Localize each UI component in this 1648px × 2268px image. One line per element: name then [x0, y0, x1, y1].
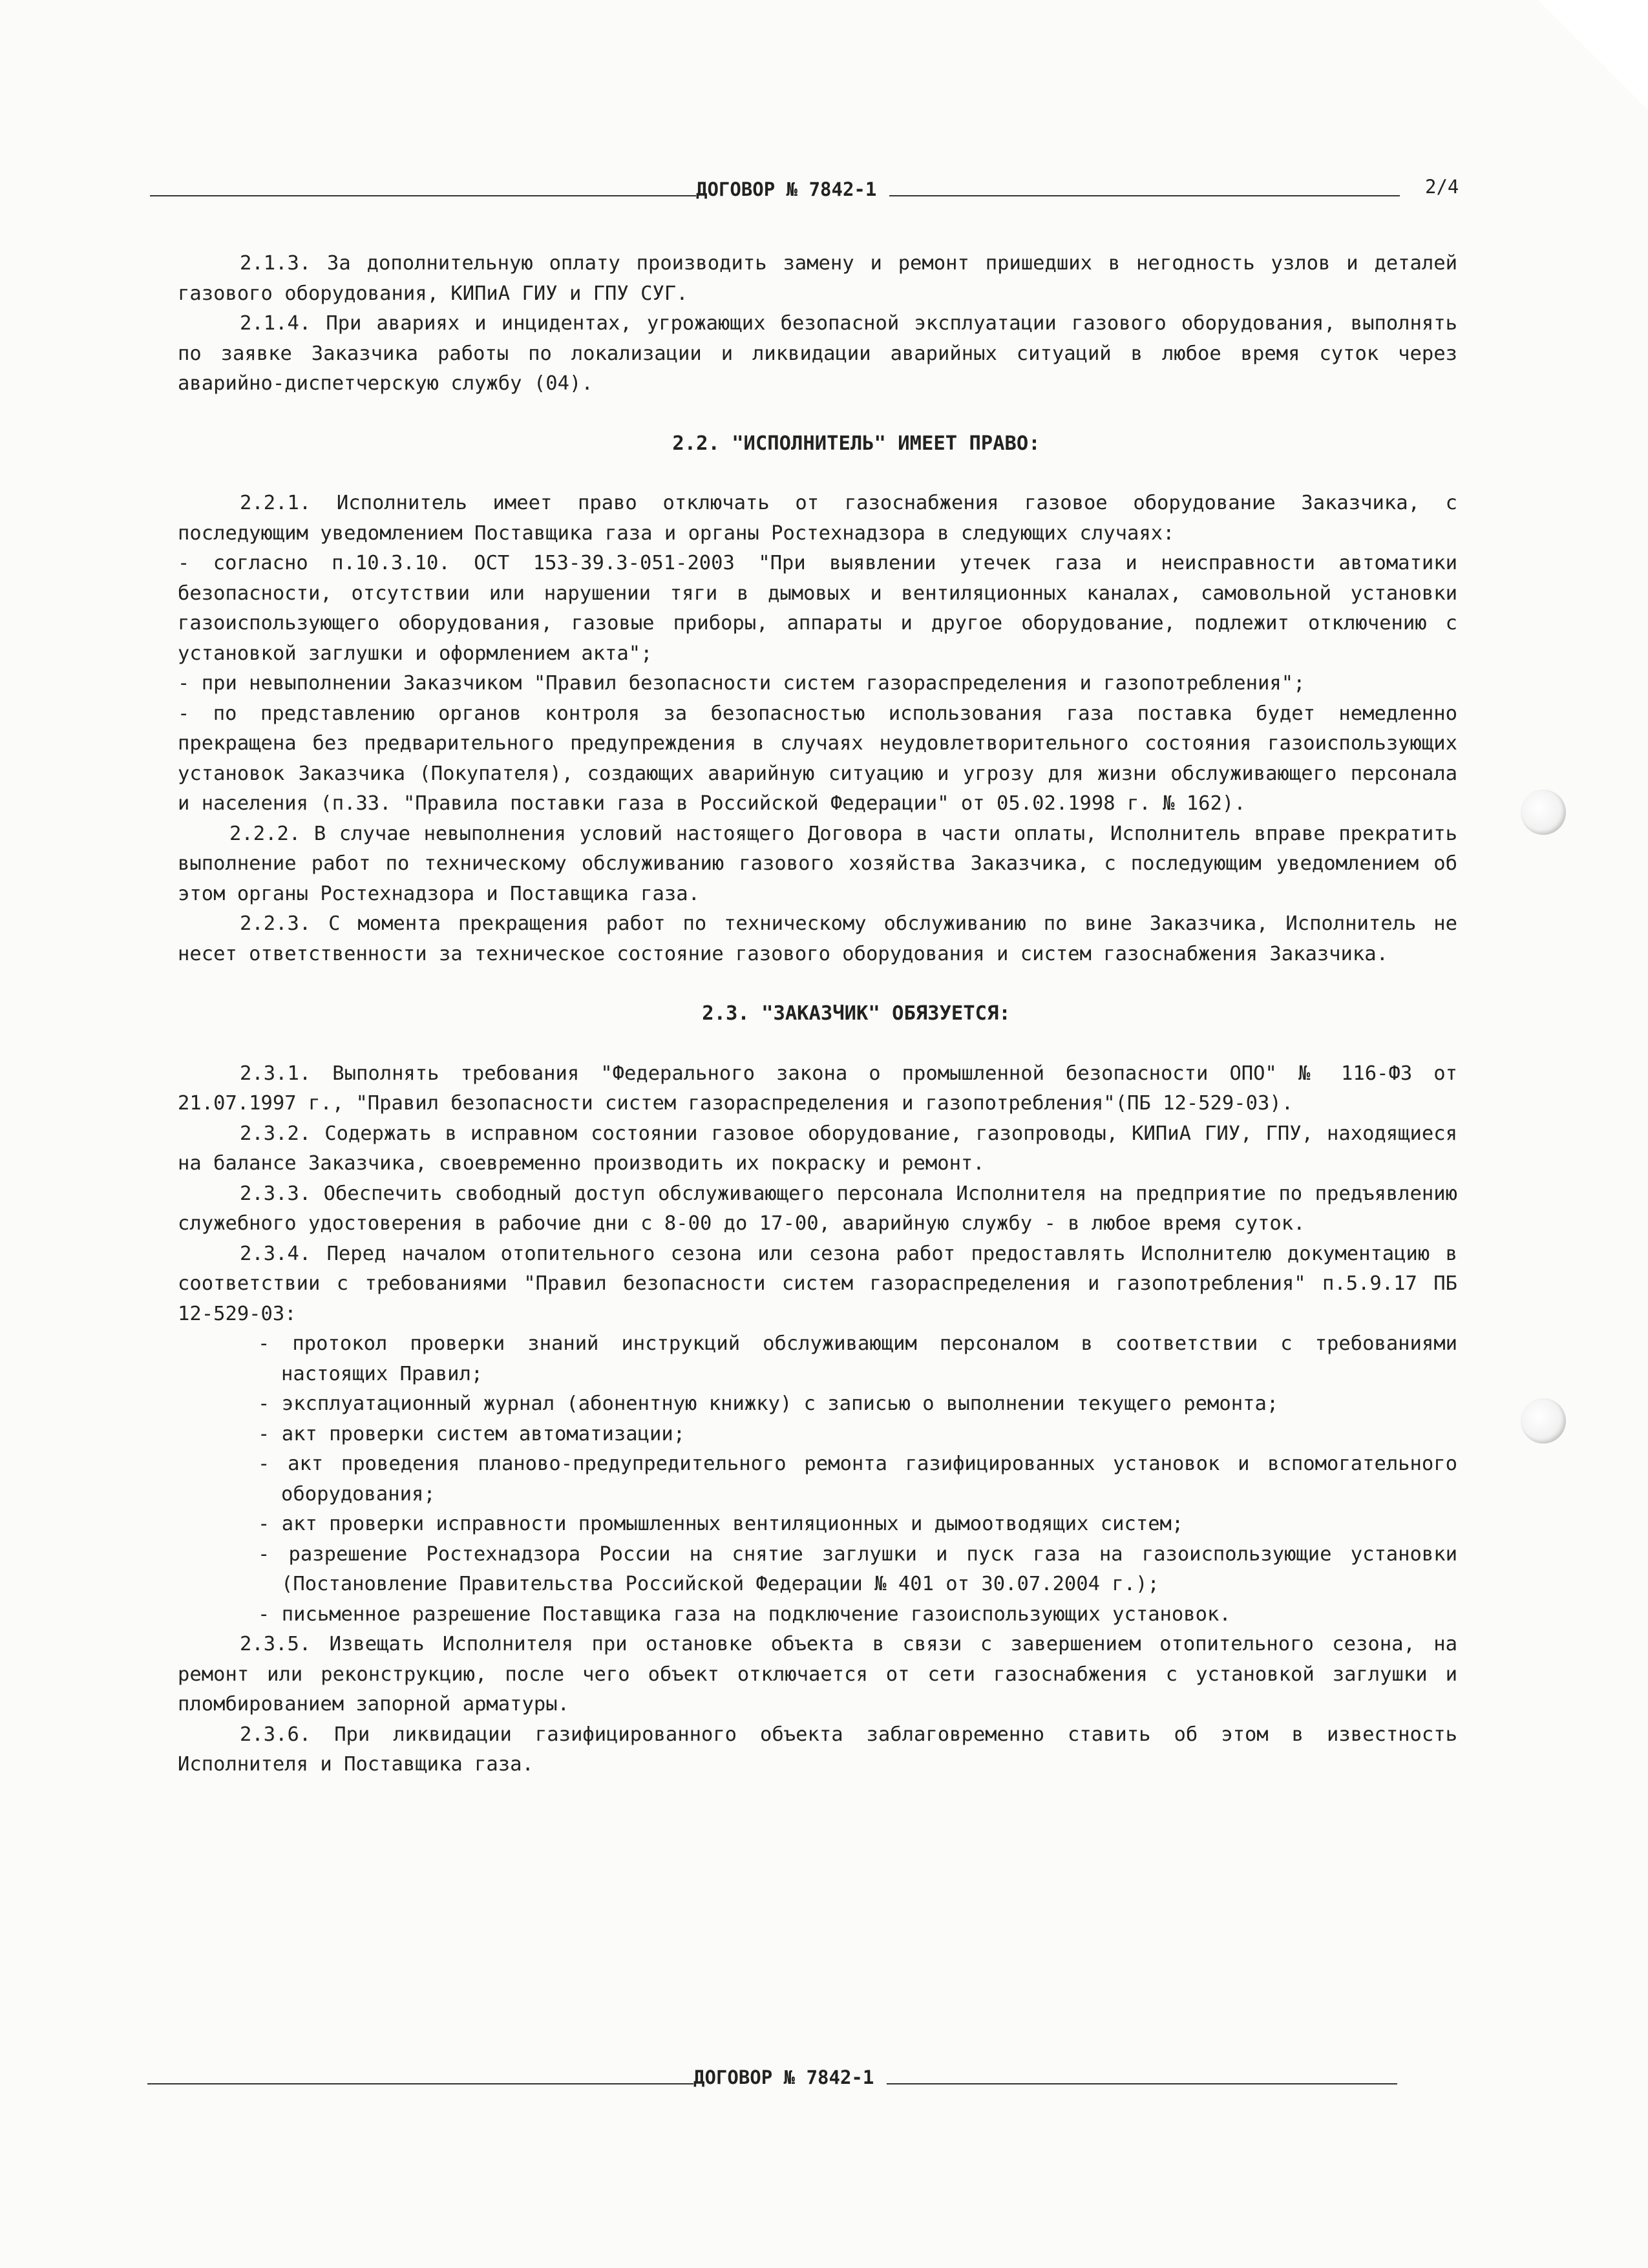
clause-text: Содержать в исправном состоянии газовое оборудование, газопроводы, КИПиА ГИУ, ГПУ, находящиеся на балансе Заказчика, своевременно производить их покраску и ремонт. — [178, 1122, 1457, 1175]
clause-number: 2.3.1. — [240, 1062, 312, 1085]
clause-2-1-3 — [178, 249, 1457, 309]
clause-text: Извещать Исполнителя при остановке объекта в связи с завершением отопительного сезона, на ремонт или реконструкцию, после чего объект отключается от сети газоснабжения с установкой заглушки и пломбированием запорной арматуры. — [178, 1633, 1457, 1716]
clause-number: 2.2.1. — [240, 492, 312, 514]
footer-title: ДОГОВОР № 7842-1 — [693, 2066, 874, 2088]
page-number: 2/4 — [1425, 176, 1459, 198]
clause-2-3-5 — [178, 1630, 1457, 1720]
clause-2-1-4 — [178, 309, 1457, 399]
clause-text: Выполнять требования "Федерального закона о промышленной безопасности ОПО" № 116-ФЗ от 21.07.1997 г., "Правил безопасности систем газораспределения и газопотребления"(ПБ 12-529-03). — [178, 1062, 1457, 1115]
clause-text: В случае невыполнения условий настоящего Договора в части оплаты, Исполнитель вправе прекратить выполнение работ по техническому обслуживанию газового хозяйства Заказчика, с последующим уведомлением об этом органы Ростехнадзора и Поставщика газа. — [178, 822, 1457, 905]
document-footer — [147, 2061, 1397, 2088]
clause-2-2-3 — [178, 909, 1457, 969]
list-item: - акт проведения планово-предупредительного ремонта газифицированных установок и вспомогательного оборудования; — [258, 1453, 1457, 1506]
clause-text: Исполнитель имеет право отключать от газоснабжения газовое оборудование Заказчика, с последующим уведомлением Поставщика газа и органы Ростехнадзора в следующих случаях: — [178, 492, 1457, 545]
clause-2-3-2 — [178, 1119, 1457, 1179]
header-rule-right — [889, 195, 1400, 196]
list-item: - письменное разрешение Поставщика газа на подключение газоиспользующих установок. — [258, 1602, 1231, 1626]
punch-hole-top — [1521, 790, 1566, 835]
clause-number: 2.3.5. — [240, 1633, 312, 1655]
list-item: - акт проверки систем автоматизации; — [258, 1422, 686, 1445]
clause-2-2-1 — [178, 488, 1457, 549]
punch-hole-bottom — [1521, 1398, 1566, 1444]
list-item: - разрешение Ростехнадзора России на снятие заглушки и пуск газа на газоиспользующие установки (Постановление Правительства Российской Федерации № 401 от 30.07.2004 г.); — [258, 1542, 1457, 1595]
footer-rule-left — [147, 2083, 693, 2084]
document-header — [150, 173, 1400, 200]
clause-number: 2.3.4. — [240, 1242, 312, 1265]
clause-number: 2.3.3. — [240, 1182, 312, 1205]
clause-number: 2.1.3. — [240, 252, 312, 275]
clause-number: 2.1.4. — [240, 312, 312, 335]
section-title-2-3: 2.3. "ЗАКАЗЧИК" ОБЯЗУЕТСЯ: — [702, 1002, 1011, 1025]
list-item: - акт проверки исправности промышленных вентиляционных и дымоотводящих систем; — [258, 1513, 1184, 1535]
list-item: - протокол проверки знаний инструкций обслуживающим персоналом в соответствии с требованиями настоящих Правил; — [258, 1332, 1457, 1385]
clause-2-2-1-item-c: - по представлению органов контроля за безопасностью использования газа поставка будет немедленно прекращена без предварительного предупреждения в случаях неудовлетворительного состояния газоиспользующих установок Заказчика (Покупателя), создающих аварийную ситуацию и угрозу для жизни обслуживающего персонала и населения (п.33. "Правила поставки газа в Российской Федерации" от 05.02.1998 г. № 162). — [178, 702, 1457, 815]
clause-number: 2.3.2. — [240, 1122, 312, 1145]
clause-2-3-3 — [178, 1179, 1457, 1239]
clause-number: 2.2.3. — [240, 912, 312, 935]
list-item: - эксплуатационный журнал (абонентную книжку) с записью о выполнении текущего ремонта; — [258, 1392, 1279, 1415]
clause-text: Перед началом отопительного сезона или сезона работ предоставлять Исполнителю документацию в соответствии с требованиями "Правил безопасности систем газораспределения и газопотребления" п.5.9.17 ПБ 12-529-03: — [178, 1242, 1457, 1325]
clause-number: 2.2.2. — [229, 822, 301, 845]
document-body — [178, 249, 1457, 1780]
clause-2-3-1 — [178, 1059, 1457, 1119]
clause-2-3-6 — [178, 1720, 1457, 1780]
clause-2-3-4 — [178, 1239, 1457, 1330]
clause-2-2-1-item-a: - согласно п.10.3.10. ОСТ 153-39.3-051-2003 "При выявлении утечек газа и неисправности автоматики безопасности, отсутствии или нарушении тяги в дымовых и вентиляционных каналах, самовольной установки газоиспользующего оборудования, газовые приборы, аппараты и другое оборудование, подлежит отключению с установкой заглушки и оформлением акта"; — [178, 552, 1457, 665]
clause-text: При ликвидации газифицированного объекта заблаговременно ставить об этом в известность Исполнителя и Поставщика газа. — [178, 1723, 1457, 1776]
header-rule-left — [150, 195, 696, 196]
page-corner-cut — [1538, 0, 1648, 110]
clause-text: При авариях и инцидентах, угрожающих безопасной эксплуатации газового оборудования, выполнять по заявке Заказчика работы по локализации и ликвидации аварийных ситуаций в любое время суток через аварийно-диспетчерскую службу (04). — [178, 312, 1457, 395]
clause-text: За дополнительную оплату производить замену и ремонт пришедших в негодность узлов и деталей газового оборудования, КИПиА ГИУ и ГПУ СУГ. — [178, 252, 1457, 305]
section-title-2-2: 2.2. "ИСПОЛНИТЕЛЬ" ИМЕЕТ ПРАВО: — [672, 432, 1041, 455]
header-title: ДОГОВОР № 7842-1 — [696, 178, 877, 200]
clause-number: 2.3.6. — [240, 1723, 312, 1746]
clause-text: С момента прекращения работ по техническому обслуживанию по вине Заказчика, Исполнитель не несет ответственности за техническое состояние газового оборудования и систем газоснабжения Заказчика. — [178, 912, 1457, 965]
footer-rule-right — [887, 2083, 1397, 2084]
clause-2-2-1-item-b: - при невыполнении Заказчиком "Правил безопасности систем газораспределения и газопотребления"; — [178, 672, 1305, 695]
clause-2-2-2 — [178, 819, 1457, 910]
clause-text: Обеспечить свободный доступ обслуживающего персонала Исполнителя на предприятие по предъявлению служебного удостоверения в рабочие дни с 8-00 до 17-00, аварийную службу - в любое время суток. — [178, 1182, 1457, 1235]
